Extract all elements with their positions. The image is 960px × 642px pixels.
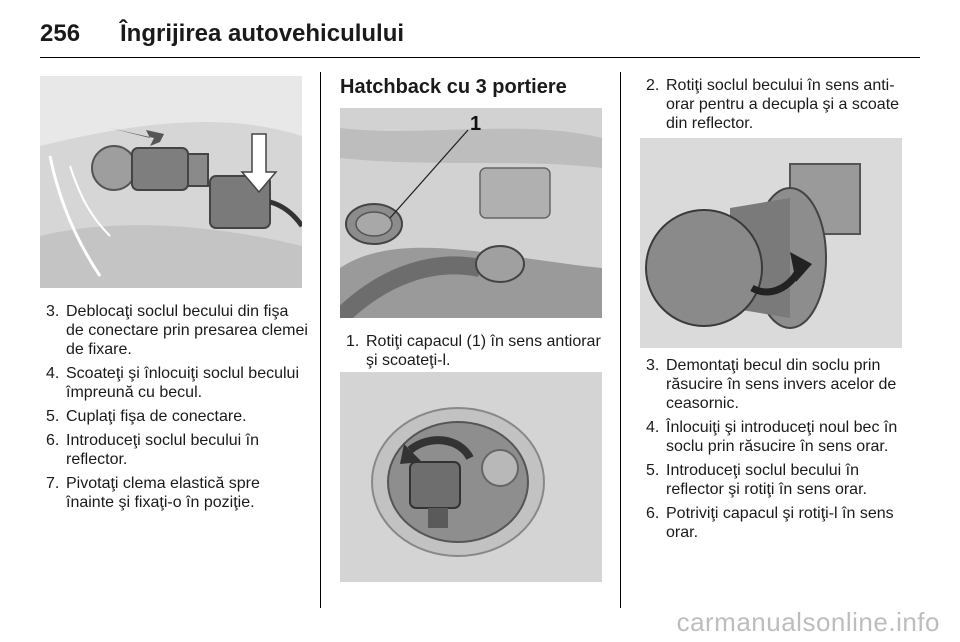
step-number: 3.: [46, 303, 60, 320]
list-item: [40, 407, 310, 426]
section-heading: Hatchback cu 3 portiere: [340, 76, 567, 98]
column-divider-right: [620, 72, 621, 608]
col3-steps-top: [640, 76, 910, 138]
list-item: [640, 461, 912, 499]
step-text: Scoateţi şi înlocuiţi soclul becului împreună cu becul.: [66, 365, 300, 401]
step-number: 3.: [646, 357, 660, 374]
step-number: 6.: [46, 432, 60, 449]
step-text: Rotiţi soclul becului în sens anti-orar pentru a decupla şi a scoate din reflector.: [666, 77, 900, 132]
list-item: [40, 364, 310, 402]
step-number: 1.: [346, 333, 360, 350]
list-item: [640, 356, 912, 413]
page-title: Îngrijirea autovehiculului: [120, 20, 405, 47]
step-text: Înlocuiţi şi introduceţi noul bec în soclu prin răsucire în sens orar.: [666, 419, 898, 455]
step-number: 5.: [46, 408, 60, 425]
step-text: Pivotaţi clema elastică spre înainte şi fixaţi-o în poziţie.: [66, 475, 260, 511]
headlamp-cap-location-illustration: [340, 108, 602, 318]
step-text: Potriviţi capacul şi rotiţi-l în sens orar.: [666, 505, 894, 541]
col1-steps: [40, 302, 310, 517]
list-item: [340, 332, 610, 370]
cap-rotation-illustration: [340, 372, 602, 582]
step-text: Introduceţi soclul becului în reflector.: [66, 432, 259, 468]
page-header: [40, 14, 920, 54]
watermark: carmanualsonline.info: [676, 607, 940, 637]
list-item: [40, 474, 310, 512]
step-number: 5.: [646, 462, 660, 479]
step-number: 4.: [46, 365, 60, 382]
step-text: Deblocaţi soclul becului din fişa de conectare prin presarea clemei de fixare.: [66, 303, 308, 358]
step-number: 4.: [646, 419, 660, 436]
callout-number: 1: [470, 113, 482, 135]
list-item: [640, 504, 912, 542]
step-number: 7.: [46, 475, 60, 492]
headlamp-bulb-removal-illustration: [40, 76, 302, 288]
step-number: 2.: [646, 77, 660, 94]
column-divider-left: [320, 72, 321, 608]
step-number: 6.: [646, 505, 660, 522]
list-item: [40, 431, 310, 469]
list-item: [640, 418, 912, 456]
step-text: Rotiţi capacul (1) în sens antiorar şi scoateţi-l.: [366, 333, 601, 369]
page-number: 256: [40, 20, 81, 47]
col3-steps-bottom: [640, 356, 912, 547]
step-text: Cuplaţi fişa de conectare.: [66, 408, 247, 425]
col2-steps: [340, 332, 610, 375]
step-text: Introduceţi soclul becului în reflector şi rotiţi în sens orar.: [666, 462, 867, 498]
list-item: [40, 302, 310, 359]
bulb-socket-rotation-illustration: [640, 138, 902, 348]
header-rule: [40, 57, 920, 58]
list-item: [640, 76, 910, 133]
step-text: Demontaţi becul din soclu prin răsucire în sens invers acelor de ceasornic.: [666, 357, 897, 412]
